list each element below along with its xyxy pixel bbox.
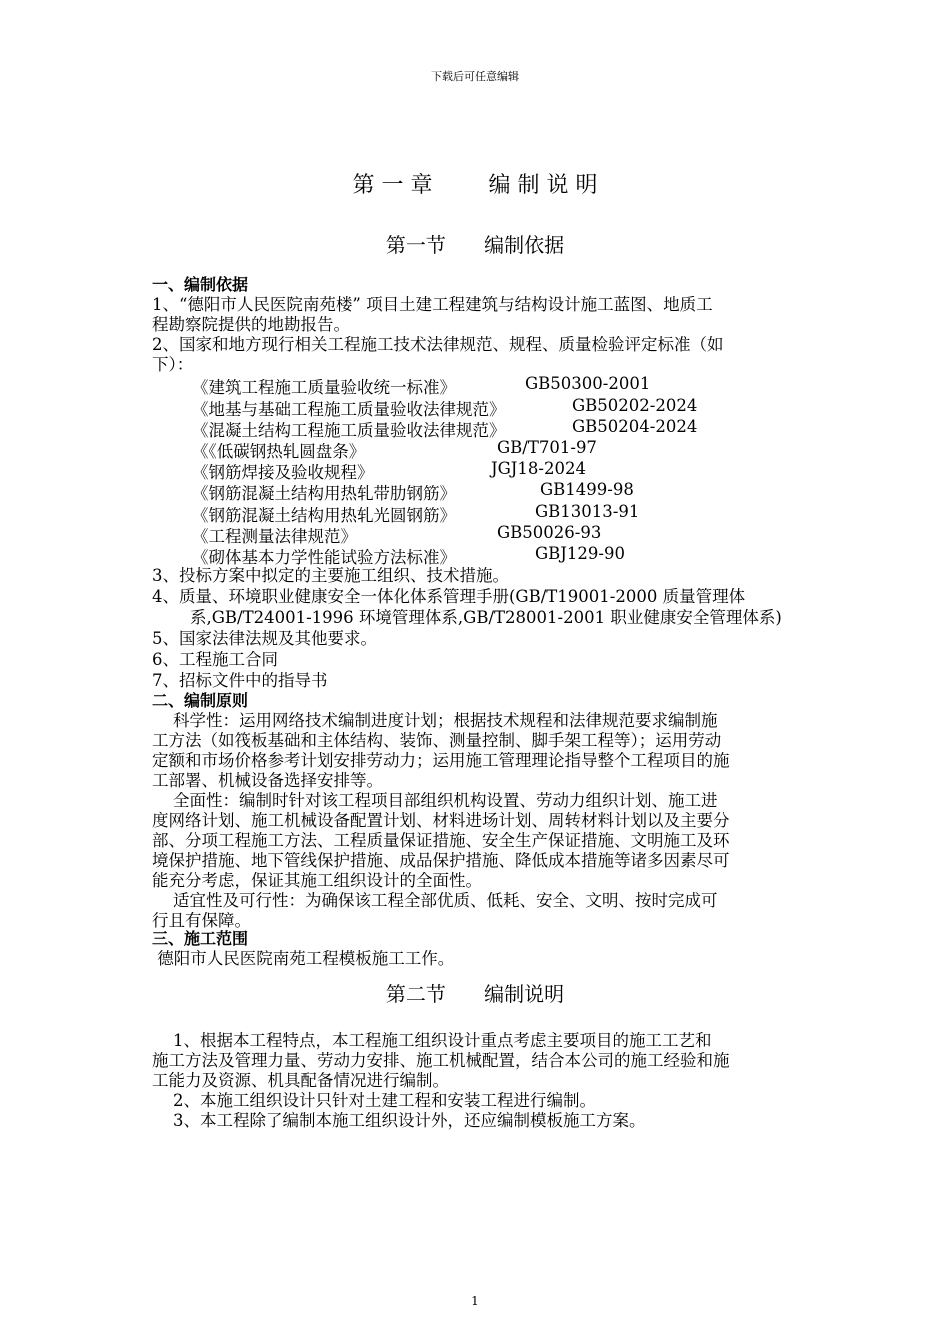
paragraph: 适宜性及可行性：为确保该工程全部优质、低耗、安全、文明、按时完成可: [152, 891, 718, 910]
standard-name: 《工程测量法律规范》: [192, 527, 357, 546]
standard-name: 《地基与基础工程施工质量验收法律规范》: [192, 400, 506, 419]
paragraph: 3、投标方案中拟定的主要施工组织、技术措施。: [152, 566, 509, 585]
paragraph: 度网络计划、施工机械设备配置计划、材料进场计划、周转材料计划以及主要分: [152, 811, 730, 830]
paragraph: 3、本工程除了编制本施工组织设计外，还应编制模板施工方案。: [152, 1111, 646, 1130]
paragraph: 2、国家和地方现行相关工程施工技术法律规范、规程、质量检验评定标准（如: [152, 335, 724, 354]
standard-code: GB13013-91: [535, 502, 640, 521]
standard-code: GBJ129-90: [535, 544, 625, 563]
standard-name: 《建筑工程施工质量验收统一标准》: [192, 378, 456, 397]
standard-code: GB50204-2024: [572, 417, 698, 436]
paragraph: 6、工程施工合同: [152, 650, 278, 669]
paragraph: 定额和市场价格参考计划安排劳动力；运用施工管理理论指导整个工程项目的施: [152, 751, 730, 770]
standard-name: 《《低碳钢热轧圆盘条》: [192, 442, 366, 461]
standard-name: 《混凝土结构工程施工质量验收法律规范》: [192, 421, 506, 440]
paragraph: 施工方法及管理力量、劳动力安排、施工机械配置，结合本公司的施工经验和施: [152, 1051, 730, 1070]
paragraph: 全面性：编制时针对该工程项目部组织机构设置、劳动力组织计划、施工进: [152, 791, 718, 810]
paragraph: 1、“德阳市人民医院南苑楼” 项目土建工程建筑与结构设计施工蓝图、地质工: [152, 295, 713, 314]
paragraph: 工能力及资源、机具配备情况进行编制。: [152, 1071, 449, 1090]
paragraph: 2、本施工组织设计只针对土建工程和安装工程进行编制。: [152, 1091, 596, 1110]
paragraph: 工部署、机械设备选择安排等。: [152, 771, 383, 790]
standard-name: 《砌体基本力学性能试验方法标准》: [192, 548, 456, 567]
standard-code: GB50202-2024: [572, 396, 698, 415]
standard-code: JGJ18-2024: [491, 459, 586, 478]
standard-name: 《钢筋混凝土结构用热轧带肋钢筋》: [192, 484, 456, 503]
paragraph: 行且有保障。: [152, 911, 251, 930]
paragraph: 德阳市人民医院南苑工程模板施工工作。: [152, 949, 455, 968]
paragraph: 科学性：运用网络技术编制进度计划；根据技术规程和法律规范要求编制施: [152, 711, 718, 730]
standard-name: 《钢筋焊接及验收规程》: [192, 463, 374, 482]
heading-scope: 三、施工范围: [152, 929, 249, 948]
paragraph: 5、国家法律法规及其他要求。: [152, 629, 377, 648]
standard-code: GB1499-98: [540, 480, 634, 499]
standard-name: 《钢筋混凝土结构用热轧光圆钢筋》: [192, 506, 456, 525]
paragraph: 程勘察院提供的地勘报告。: [152, 315, 350, 334]
paragraph: 系,GB/T24001-1996 环境管理体系,GB/T28001-2001 职业健康安全管理体系): [190, 608, 782, 627]
paragraph: 下）：: [152, 355, 194, 374]
heading-principles: 二、编制原则: [152, 691, 249, 710]
section-title-2: 第二节 编制说明: [385, 982, 565, 1006]
paragraph: 能充分考虑，保证其施工组织设计的全面性。: [152, 871, 482, 890]
heading-basis: 一、编制依据: [152, 275, 249, 294]
paragraph: 境保护措施、地下管线保护措施、成品保护措施、降低成本措施等诸多因素尽可: [152, 851, 730, 870]
page-header: 下载后可任意编辑: [431, 70, 519, 83]
page-number: 1: [471, 1294, 479, 1308]
paragraph: 1、根据本工程特点，本工程施工组织设计重点考虑主要项目的施工工艺和: [152, 1031, 712, 1050]
section-title-1: 第一节 编制依据: [385, 233, 565, 257]
standard-code: GB/T701-97: [497, 438, 597, 457]
paragraph: 4、质量、环境职业健康安全一体化体系管理手册(GB/T19001-2000 质量管理体: [152, 587, 746, 606]
standard-code: GB50300-2001: [525, 374, 651, 393]
paragraph: 工方法（如筏板基础和主体结构、装饰、测量控制、脚手架工程等）；运用劳动: [152, 731, 722, 750]
standard-code: GB50026-93: [497, 523, 602, 542]
paragraph: 7、招标文件中的指导书: [152, 671, 328, 690]
chapter-title: 第 一 章 编 制 说 明: [352, 173, 598, 198]
paragraph: 部、分项工程施工方法、工程质量保证措施、安全生产保证措施、文明施工及环: [152, 831, 730, 850]
